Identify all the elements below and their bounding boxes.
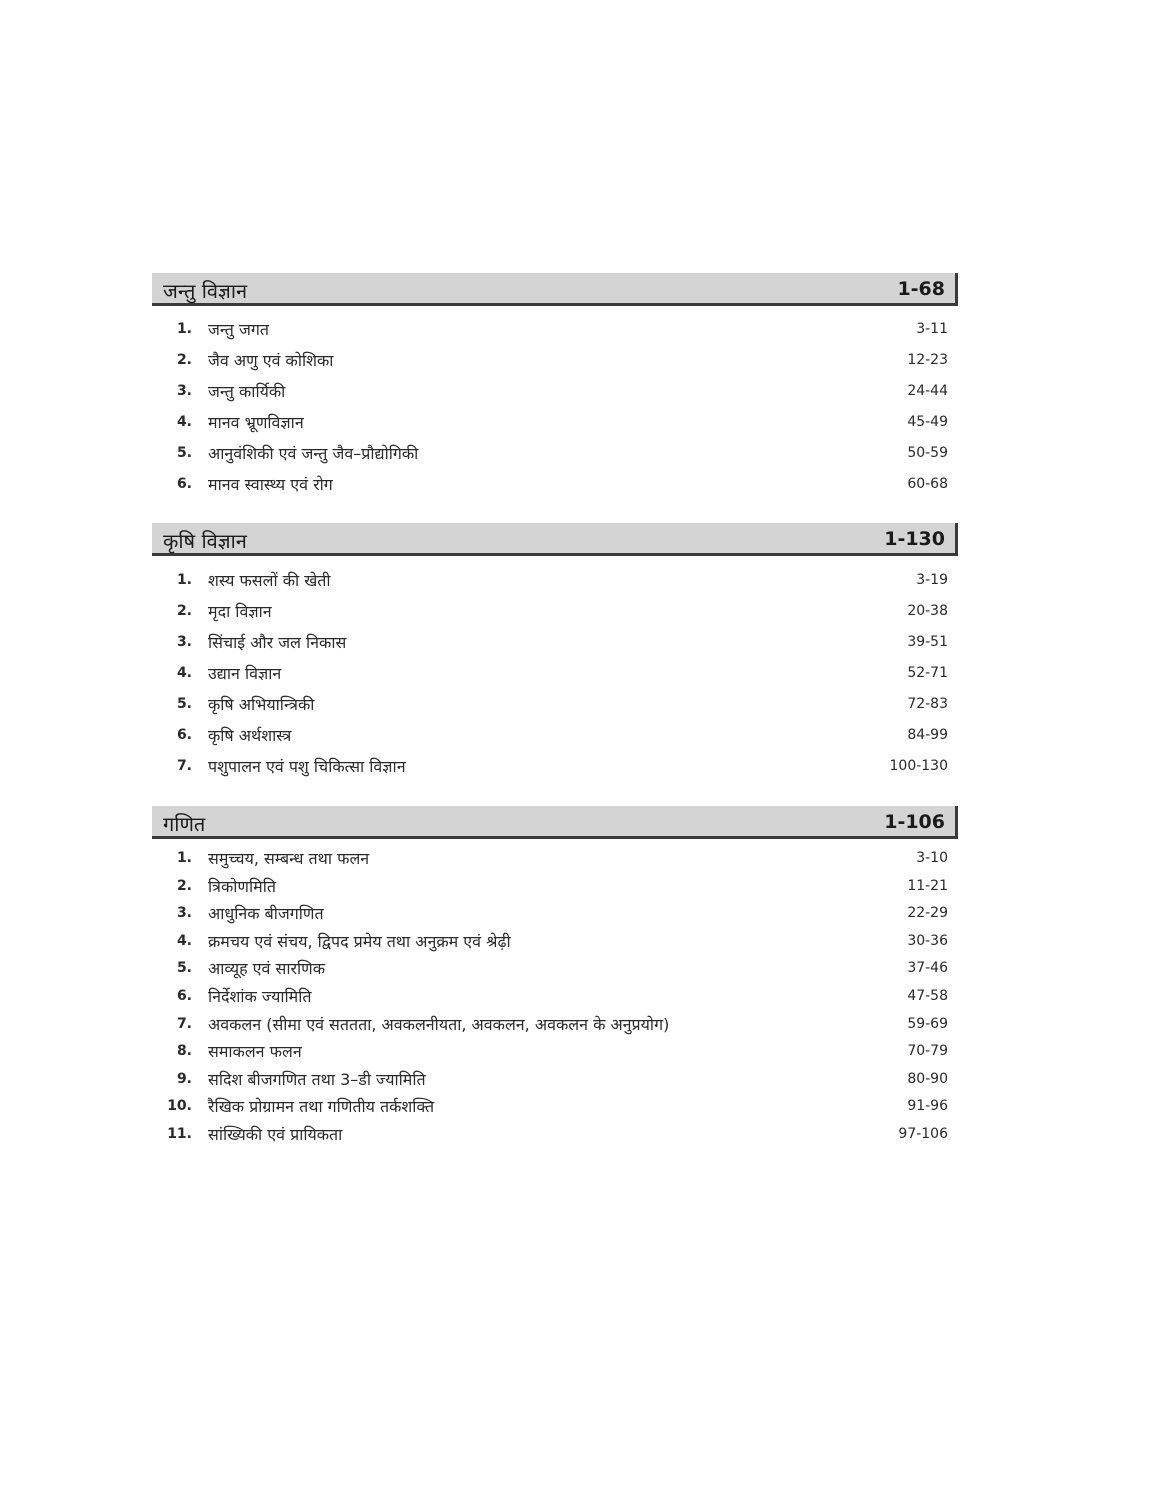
item-number: 7. [176, 1016, 192, 1032]
item-pages: 22-29 [907, 905, 948, 921]
toc-item [152, 1040, 958, 1064]
item-number: 6. [176, 988, 192, 1004]
toc-item [152, 985, 958, 1009]
item-pages: 3-10 [916, 850, 948, 866]
section-header [152, 806, 958, 839]
item-number: 1. [176, 321, 192, 337]
item-title: क्रमचय एवं संचय, द्विपद प्रमेय तथा अनुक्रम एवं श्रेढ़ी [208, 932, 511, 951]
item-title: मानव भ्रूणविज्ञान [208, 413, 304, 432]
item-pages: 11-21 [907, 878, 948, 894]
item-pages: 47-58 [907, 988, 948, 1004]
item-pages: 52-71 [907, 665, 948, 681]
item-pages: 97-106 [898, 1126, 948, 1142]
toc-item [152, 693, 958, 717]
item-number: 10. [167, 1098, 192, 1114]
item-number: 2. [176, 878, 192, 894]
item-number: 2. [176, 352, 192, 368]
item-title: पशुपालन एवं पशु चिकित्सा विज्ञान [208, 757, 406, 776]
item-title: जन्तु जगत [208, 320, 270, 339]
item-title: कृषि अभियान्त्रिकी [208, 695, 315, 714]
toc-item [152, 902, 958, 926]
item-number: 6. [176, 476, 192, 492]
item-pages: 12-23 [907, 352, 948, 368]
item-number: 3. [176, 634, 192, 650]
section-header [152, 523, 958, 556]
item-number: 11. [167, 1126, 192, 1142]
item-title: निर्देशांक ज्यामिति [208, 987, 312, 1006]
item-number: 1. [176, 850, 192, 866]
item-title: समाकलन फलन [208, 1042, 302, 1061]
item-title: सांख्यिकी एवं प्रायिकता [208, 1125, 343, 1144]
item-pages: 80-90 [907, 1071, 948, 1087]
item-title: शस्य फसलों की खेती [208, 571, 331, 590]
toc-section-mathematics [152, 806, 958, 1144]
item-pages: 3-19 [916, 572, 948, 588]
item-number: 8. [176, 1043, 192, 1059]
section-title: जन्तु विज्ञान [163, 279, 248, 303]
item-number: 4. [176, 933, 192, 949]
item-number: 7. [176, 758, 192, 774]
toc-item [152, 1095, 958, 1119]
item-pages: 37-46 [907, 960, 948, 976]
item-title: त्रिकोणमिति [208, 877, 276, 896]
toc-item [152, 318, 958, 342]
section-header [152, 273, 958, 306]
toc-item [152, 875, 958, 899]
item-pages: 72-83 [907, 696, 948, 712]
item-title: कृषि अर्थशास्त्र [208, 726, 292, 745]
item-number: 2. [176, 603, 192, 619]
item-pages: 45-49 [907, 414, 948, 430]
item-title: मानव स्वास्थ्य एवं रोग [208, 475, 333, 494]
toc-item [152, 473, 958, 497]
item-title: आधुनिक बीजगणित [208, 904, 324, 923]
toc-item [152, 380, 958, 404]
item-number: 3. [176, 383, 192, 399]
toc-item [152, 569, 958, 593]
item-title: समुच्चय, सम्बन्ध तथा फलन [208, 849, 370, 868]
toc-item [152, 930, 958, 954]
item-number: 5. [176, 960, 192, 976]
item-number: 5. [176, 696, 192, 712]
item-pages: 60-68 [907, 476, 948, 492]
toc-item [152, 1013, 958, 1037]
item-title: आनुवंशिकी एवं जन्तु जैव–प्रौद्योगिकी [208, 444, 419, 463]
section-page-range: 1-68 [897, 278, 945, 300]
item-pages: 30-36 [907, 933, 948, 949]
section-title: कृषि विज्ञान [163, 529, 247, 553]
toc-item [152, 349, 958, 373]
section-page-range: 1-130 [884, 528, 945, 550]
item-title: सिंचाई और जल निकास [208, 633, 347, 652]
item-pages: 39-51 [907, 634, 948, 650]
toc-item [152, 755, 958, 779]
item-pages: 50-59 [907, 445, 948, 461]
toc-item [152, 1068, 958, 1092]
toc-item [152, 631, 958, 655]
item-pages: 100-130 [889, 758, 948, 774]
toc-section-zoology [152, 273, 958, 494]
toc-item [152, 724, 958, 748]
item-pages: 84-99 [907, 727, 948, 743]
item-title: मृदा विज्ञान [208, 602, 272, 621]
item-number: 5. [176, 445, 192, 461]
toc-section-agriculture [152, 523, 958, 776]
item-pages: 59-69 [907, 1016, 948, 1032]
item-number: 6. [176, 727, 192, 743]
item-title: अवकलन (सीमा एवं सततता, अवकलनीयता, अवकलन, अवकलन के अनुप्रयोग) [208, 1015, 670, 1034]
toc-item [152, 442, 958, 466]
item-number: 3. [176, 905, 192, 921]
toc-item [152, 1123, 958, 1147]
item-title: रैखिक प्रोग्रामन तथा गणितीय तर्कशक्ति [208, 1097, 435, 1116]
section-page-range: 1-106 [884, 811, 945, 833]
item-number: 4. [176, 414, 192, 430]
item-pages: 20-38 [907, 603, 948, 619]
toc-item [152, 662, 958, 686]
toc-item [152, 600, 958, 624]
item-title: उद्यान विज्ञान [208, 664, 282, 683]
item-number: 9. [176, 1071, 192, 1087]
item-title: जन्तु कार्यिकी [208, 382, 286, 401]
toc-item [152, 411, 958, 435]
item-pages: 91-96 [907, 1098, 948, 1114]
section-title: गणित [163, 812, 206, 836]
item-number: 4. [176, 665, 192, 681]
item-pages: 3-11 [916, 321, 948, 337]
item-title: सदिश बीजगणित तथा 3–डी ज्यामिति [208, 1070, 426, 1089]
toc-item [152, 957, 958, 981]
item-pages: 24-44 [907, 383, 948, 399]
item-pages: 70-79 [907, 1043, 948, 1059]
toc-item [152, 847, 958, 871]
item-number: 1. [176, 572, 192, 588]
item-title: आव्यूह एवं सारणिक [208, 959, 326, 978]
item-title: जैव अणु एवं कोशिका [208, 351, 334, 370]
